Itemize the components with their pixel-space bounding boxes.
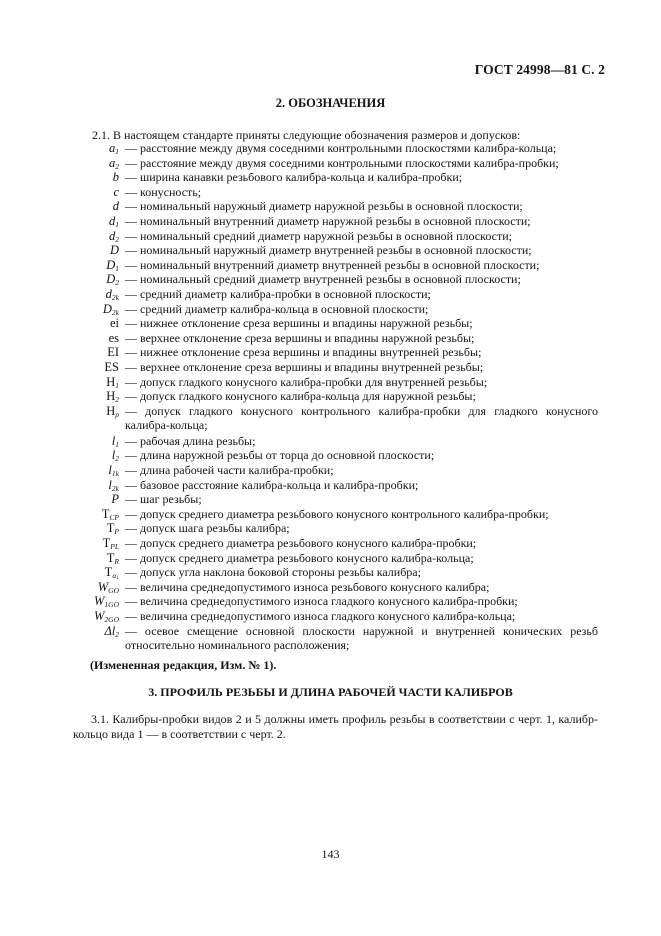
symbol-subscript: P bbox=[114, 527, 119, 537]
symbol-subscript: 2 bbox=[115, 454, 119, 464]
description-text: шаг резьбы; bbox=[137, 492, 202, 507]
symbol-row bbox=[0, 258, 661, 272]
symbol-base: T bbox=[101, 506, 110, 521]
symbol-term bbox=[0, 302, 119, 316]
description-text: расстояние между двумя соседними контрольными плоскостями калибра-кольца; bbox=[137, 141, 557, 155]
symbol-description bbox=[125, 331, 598, 345]
symbol-base: a bbox=[109, 141, 116, 155]
symbol-base: T bbox=[104, 565, 113, 580]
symbol-base: d bbox=[109, 214, 116, 228]
dash: — bbox=[125, 623, 137, 638]
symbol-description bbox=[125, 463, 598, 477]
symbol-base: d bbox=[112, 199, 119, 214]
symbol-row bbox=[0, 507, 661, 521]
dash: — bbox=[125, 609, 137, 623]
symbol-description bbox=[125, 492, 598, 506]
symbol-row bbox=[0, 170, 661, 184]
symbol-base: T bbox=[106, 550, 115, 565]
symbol-description bbox=[125, 389, 598, 403]
section-2-intro: 2.1. В настоящем стандарте приняты следующие обозначения размеров и допусков: bbox=[92, 128, 521, 142]
symbol-description bbox=[125, 345, 598, 359]
symbol-term bbox=[0, 609, 119, 623]
description-text: номинальный внутренний диаметр наружной резьбы в основной плоскости; bbox=[137, 214, 531, 228]
symbol-subscript: 2 bbox=[115, 234, 119, 244]
description-text: ширина канавки резьбового калибра-кольца и калибра-пробки; bbox=[137, 170, 463, 185]
symbol-base: D bbox=[106, 272, 116, 287]
symbol-term bbox=[0, 434, 119, 448]
symbol-subscript: CP bbox=[109, 512, 119, 522]
symbol-row bbox=[0, 302, 661, 316]
symbol-description bbox=[125, 302, 598, 316]
dash: — bbox=[125, 594, 137, 609]
symbol-base: Δl bbox=[104, 623, 116, 638]
section-3-title: 3. ПРОФИЛЬ РЕЗЬБЫ И ДЛИНА РАБОЧЕЙ ЧАСТИ КАЛИБРОВ bbox=[148, 685, 513, 699]
dash: — bbox=[125, 316, 137, 331]
dash: — bbox=[125, 170, 137, 185]
document-header: ГОСТ 24998—81 С. 2 bbox=[474, 62, 605, 77]
symbol-description bbox=[125, 272, 598, 286]
description-text: допуск среднего диаметра резьбового конусного калибра-пробки; bbox=[137, 536, 477, 550]
symbol-description bbox=[125, 360, 598, 374]
dash: — bbox=[125, 374, 137, 389]
symbol-term bbox=[0, 507, 119, 521]
dash: — bbox=[125, 184, 137, 199]
description-text: номинальный внутренний диаметр внутренней резьбы в основной плоскости; bbox=[137, 257, 540, 272]
symbol-row bbox=[0, 287, 661, 301]
symbol-base: P bbox=[111, 492, 119, 507]
symbol-term bbox=[0, 536, 119, 550]
symbol-term bbox=[0, 463, 119, 477]
symbol-subscript: 2k bbox=[111, 293, 119, 302]
description-text: допуск угла наклона боковой стороны резьбы калибра; bbox=[137, 565, 421, 580]
symbol-description bbox=[125, 521, 598, 535]
symbol-base: es bbox=[108, 330, 119, 345]
amendment-note: (Измененная редакция, Изм. № 1). bbox=[90, 658, 277, 672]
symbol-base: d bbox=[109, 228, 116, 243]
symbol-subscript: 1 bbox=[115, 439, 119, 449]
symbol-base: l bbox=[108, 463, 112, 477]
description-text: допуск среднего диаметра резьбового конусного контрольного калибра-пробки; bbox=[137, 506, 549, 521]
symbol-row bbox=[0, 214, 661, 228]
symbol-row bbox=[0, 478, 661, 492]
symbol-base: H bbox=[106, 374, 116, 389]
description-text: величина среднедопустимого износа резьбового конусного калибра; bbox=[137, 579, 490, 594]
dash: — bbox=[125, 477, 137, 492]
dash: — bbox=[125, 257, 137, 272]
description-text: верхнее отклонение среза вершины и впадины наружной резьбы; bbox=[137, 330, 475, 345]
symbol-term bbox=[0, 492, 119, 506]
symbol-description bbox=[125, 507, 598, 521]
symbol-term bbox=[0, 580, 119, 594]
symbol-term bbox=[0, 229, 119, 243]
symbol-row bbox=[0, 565, 661, 582]
symbol-term bbox=[0, 185, 119, 199]
symbol-base: b bbox=[112, 170, 119, 185]
symbol-description bbox=[125, 478, 598, 492]
symbol-base: l bbox=[111, 433, 116, 448]
symbol-term bbox=[0, 594, 119, 608]
page-number: 143 bbox=[321, 847, 340, 861]
symbol-term bbox=[0, 243, 119, 257]
description-text: допуск гладкого конусного контрольного калибра-пробки для гладкого конусного калибра-кольца; bbox=[125, 403, 598, 433]
symbol-row bbox=[0, 243, 661, 257]
symbol-description bbox=[125, 316, 598, 330]
symbol-row bbox=[0, 609, 661, 623]
symbol-row bbox=[0, 463, 661, 477]
symbol-subscript: 2 bbox=[115, 395, 119, 405]
description-text: допуск гладкого конусного калибра-кольца для наружной резьбы; bbox=[137, 389, 476, 404]
dash: — bbox=[125, 433, 137, 448]
dash: — bbox=[125, 330, 137, 345]
symbol-term bbox=[0, 375, 119, 389]
symbol-description bbox=[125, 214, 598, 228]
symbol-subscript: 2k bbox=[111, 483, 119, 493]
symbol-subscript: 2 bbox=[115, 161, 119, 171]
symbol-subscript: 1 bbox=[115, 380, 119, 390]
dash: — bbox=[125, 579, 137, 594]
symbol-row bbox=[0, 594, 661, 608]
symbol-row bbox=[0, 316, 661, 330]
symbol-description bbox=[125, 624, 598, 653]
symbol-term bbox=[0, 156, 119, 170]
symbol-subscript: 2GO bbox=[104, 615, 119, 624]
symbol-description bbox=[125, 170, 598, 184]
section-2-title: 2. ОБОЗНАЧЕНИЯ bbox=[275, 96, 386, 110]
symbol-description bbox=[125, 434, 598, 448]
symbol-subscript: R bbox=[114, 556, 119, 566]
symbol-description bbox=[125, 229, 598, 243]
symbol-description bbox=[125, 404, 598, 433]
symbol-description bbox=[125, 185, 598, 199]
dash: — bbox=[125, 228, 137, 243]
symbol-description bbox=[125, 448, 598, 462]
symbol-row bbox=[0, 623, 661, 652]
section-3-paragraph: 3.1. Калибры-пробки видов 2 и 5 должны иметь профиль резьбы в соответствии с черт. 1, калибр-кольцо вида 1 — в соответствии с черт. 2. bbox=[73, 712, 598, 741]
description-text: базовое расстояние калибра-кольца и калибра-пробки; bbox=[137, 477, 419, 492]
symbol-base: a bbox=[109, 155, 116, 170]
symbol-row bbox=[0, 199, 661, 213]
symbol-row bbox=[0, 185, 661, 199]
symbol-term bbox=[0, 316, 119, 330]
description-text: величина среднедопустимого износа гладкого конусного калибра-пробки; bbox=[137, 594, 518, 609]
symbol-term bbox=[0, 199, 119, 213]
description-text: средний диаметр калибра-кольца в основной плоскости; bbox=[137, 301, 429, 316]
description-text: номинальный средний диаметр внутренней резьбы в основной плоскости; bbox=[137, 272, 521, 287]
symbol-term bbox=[0, 214, 119, 228]
symbol-description bbox=[125, 609, 598, 623]
dash: — bbox=[125, 345, 137, 360]
symbol-subscript: GO bbox=[108, 585, 119, 595]
symbol-description bbox=[125, 243, 598, 257]
symbol-term bbox=[0, 170, 119, 184]
dash: — bbox=[125, 550, 137, 565]
symbol-base: l bbox=[108, 477, 112, 492]
dash: — bbox=[125, 272, 137, 287]
symbol-subscript: α1 bbox=[112, 571, 119, 582]
dash: — bbox=[125, 565, 137, 580]
symbol-row bbox=[0, 389, 661, 403]
dash: — bbox=[125, 199, 137, 214]
description-text: осевое смещение основной плоскости наружной и внутренней конических резьб относительно номинального расположения; bbox=[125, 623, 598, 652]
symbol-description bbox=[125, 551, 598, 565]
symbol-row bbox=[0, 272, 661, 286]
symbol-row bbox=[0, 229, 661, 243]
dash: — bbox=[125, 536, 137, 550]
dash: — bbox=[125, 492, 137, 507]
symbol-row bbox=[0, 141, 661, 155]
symbol-term bbox=[0, 345, 119, 359]
symbol-row bbox=[0, 375, 661, 389]
symbol-row bbox=[0, 156, 661, 170]
symbol-row bbox=[0, 360, 661, 374]
symbol-row bbox=[0, 551, 661, 565]
symbol-term bbox=[0, 331, 119, 345]
dash: — bbox=[125, 287, 137, 301]
symbol-base: D bbox=[106, 257, 116, 272]
symbol-base: D bbox=[109, 243, 119, 258]
symbol-subscript: 2 bbox=[115, 278, 119, 288]
symbol-description bbox=[125, 156, 598, 170]
symbol-base: ES bbox=[104, 360, 119, 374]
symbol-base: W bbox=[97, 579, 109, 594]
symbol-base: H bbox=[106, 389, 116, 404]
dash: — bbox=[125, 403, 137, 418]
symbol-row bbox=[0, 580, 661, 594]
symbol-description bbox=[125, 199, 598, 213]
dash: — bbox=[125, 506, 137, 521]
symbol-subscript: 1 bbox=[115, 263, 119, 273]
symbol-subscript: 2 bbox=[115, 629, 119, 639]
symbol-row bbox=[0, 536, 661, 550]
symbol-base: ei bbox=[109, 316, 119, 331]
symbol-base: W bbox=[93, 594, 105, 609]
symbol-row bbox=[0, 403, 661, 433]
dash: — bbox=[125, 360, 137, 374]
dash: — bbox=[125, 463, 137, 477]
symbol-base: l bbox=[111, 448, 116, 463]
description-text: нижнее отклонение среза вершины и впадины наружной резьбы; bbox=[137, 316, 473, 331]
symbol-description bbox=[125, 258, 598, 272]
symbol-subscript: 2k bbox=[111, 307, 119, 317]
symbol-base: d bbox=[105, 287, 112, 301]
description-text: номинальный наружный диаметр наружной резьбы в основной плоскости; bbox=[137, 199, 523, 214]
symbol-subscript: 1 bbox=[115, 220, 119, 229]
symbol-term bbox=[0, 404, 119, 418]
symbol-row bbox=[0, 345, 661, 359]
symbol-base: c bbox=[113, 184, 119, 199]
description-text: нижнее отклонение среза вершины и впадины внутренней резьбы; bbox=[137, 345, 482, 360]
description-text: верхнее отклонение среза вершины и впадины внутренней резьбы; bbox=[137, 360, 484, 374]
symbol-base: T bbox=[102, 536, 111, 550]
description-text: средний диаметр калибра-пробки в основной плоскости; bbox=[137, 287, 431, 301]
symbol-base: EI bbox=[107, 345, 119, 360]
description-text: конусность; bbox=[137, 184, 202, 199]
symbol-description bbox=[125, 287, 598, 301]
symbol-base: T bbox=[106, 521, 115, 536]
symbol-term bbox=[0, 551, 119, 565]
dash: — bbox=[125, 141, 137, 155]
symbol-base: D bbox=[102, 301, 112, 316]
symbol-term bbox=[0, 521, 119, 535]
description-text: рабочая длина резьбы; bbox=[137, 433, 256, 448]
symbol-subscript: 1 bbox=[115, 147, 119, 156]
symbol-subscript: PL bbox=[110, 542, 119, 551]
symbol-subscript: 1k bbox=[111, 469, 119, 478]
description-text: расстояние между двумя соседними контрольными плоскостями калибра-пробки; bbox=[137, 155, 559, 170]
symbol-term bbox=[0, 360, 119, 374]
symbol-description bbox=[125, 141, 598, 155]
symbol-row bbox=[0, 331, 661, 345]
dash: — bbox=[125, 301, 137, 316]
dash: — bbox=[125, 448, 137, 463]
symbol-term bbox=[0, 565, 119, 582]
symbol-row bbox=[0, 521, 661, 535]
description-text: допуск шага резьбы калибра; bbox=[137, 521, 290, 536]
symbol-term bbox=[0, 272, 119, 286]
symbol-term bbox=[0, 624, 119, 638]
description-text: величина среднедопустимого износа гладкого конусного калибра-кольца; bbox=[137, 609, 516, 623]
dash: — bbox=[125, 389, 137, 404]
symbol-row bbox=[0, 448, 661, 462]
dash: — bbox=[125, 243, 137, 258]
symbol-description bbox=[125, 375, 598, 389]
symbol-row bbox=[0, 492, 661, 506]
symbol-base: W bbox=[93, 609, 105, 623]
symbol-term bbox=[0, 478, 119, 492]
description-text: длина рабочей части калибра-пробки; bbox=[137, 463, 334, 477]
symbol-subscript: 1GO bbox=[104, 600, 119, 610]
symbol-row bbox=[0, 434, 661, 448]
symbol-term bbox=[0, 448, 119, 462]
dash: — bbox=[125, 214, 137, 228]
description-text: номинальный средний диаметр наружной резьбы в основной плоскости; bbox=[137, 228, 512, 243]
symbol-description bbox=[125, 536, 598, 550]
symbol-subscript: p bbox=[115, 409, 119, 419]
symbol-term bbox=[0, 287, 119, 301]
description-text: номинальный наружный диаметр внутренней резьбы в основной плоскости; bbox=[137, 243, 532, 258]
symbol-description bbox=[125, 580, 598, 594]
symbol-description bbox=[125, 594, 598, 608]
symbol-sub-subscript: 1 bbox=[116, 575, 119, 582]
symbol-base: H bbox=[106, 403, 116, 418]
description-text: допуск гладкого конусного калибра-пробки для внутренней резьбы; bbox=[137, 374, 488, 389]
description-text: допуск среднего диаметра резьбового конусного калибра-кольца; bbox=[137, 550, 474, 565]
dash: — bbox=[125, 155, 137, 170]
symbol-term bbox=[0, 141, 119, 155]
symbol-description bbox=[125, 565, 598, 579]
symbol-term bbox=[0, 389, 119, 403]
symbol-term bbox=[0, 258, 119, 272]
description-text: длина наружной резьбы от торца до основной плоскости; bbox=[137, 448, 435, 463]
dash: — bbox=[125, 521, 137, 536]
